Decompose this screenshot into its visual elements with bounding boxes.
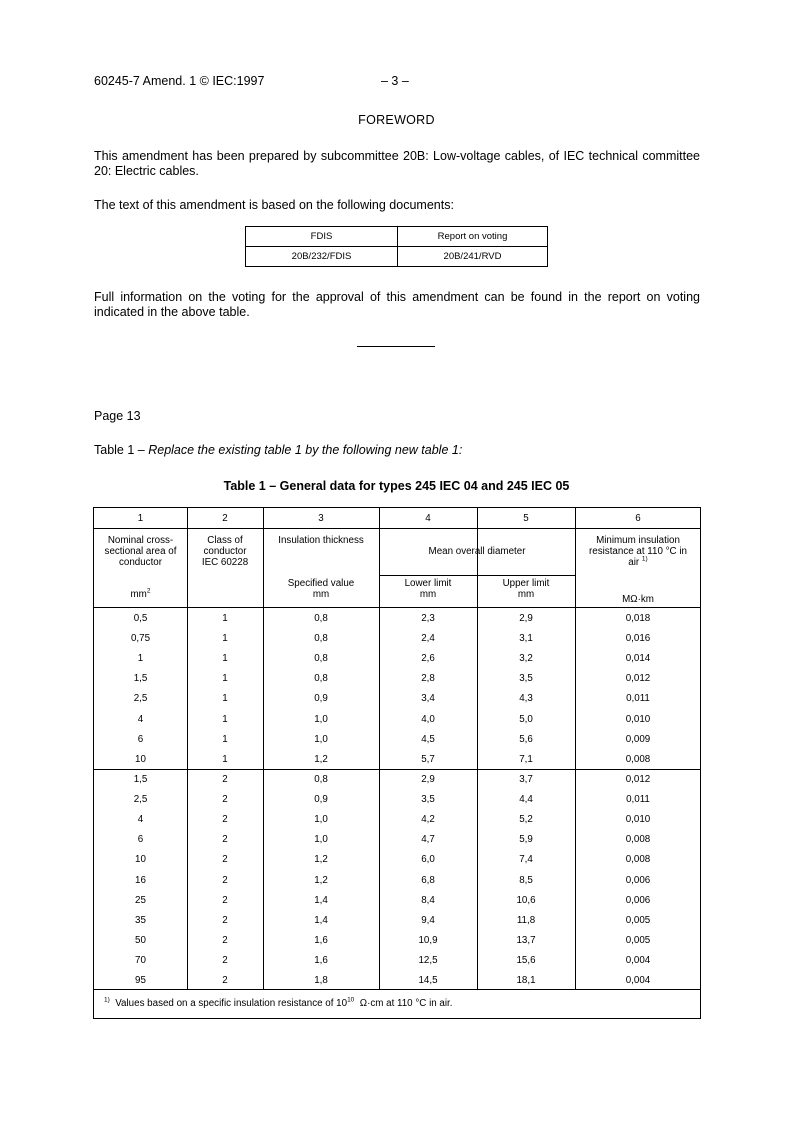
table-row — [94, 830, 700, 850]
table-row — [94, 750, 700, 770]
cell-class: 1 — [222, 653, 228, 665]
cell-area: 95 — [135, 975, 146, 986]
header-upper-unit: mm — [517, 589, 535, 600]
cell-area: 4 — [137, 713, 144, 725]
cell-upper: 3,7 — [519, 774, 533, 785]
cell-insulation: 0,8 — [314, 653, 328, 665]
cell-upper: 2,9 — [519, 613, 533, 624]
cell-upper: 5,9 — [519, 834, 533, 846]
cell-class: 2 — [222, 794, 228, 806]
table-row — [94, 931, 700, 951]
cell-insulation: 1,6 — [314, 934, 328, 946]
page-number: – 3 – — [381, 74, 409, 88]
header-resistance-unit: MΩ·km — [622, 594, 654, 605]
cell-insulation: 0,8 — [314, 633, 328, 645]
cell-insulation: 1,0 — [314, 834, 328, 846]
cell-class: 2 — [222, 854, 228, 866]
cell-resistance: 0,006 — [625, 874, 651, 886]
table-row — [94, 730, 700, 750]
diameter-sub-divider — [379, 575, 575, 576]
cell-area: 50 — [135, 934, 146, 946]
cell-resistance: 0,018 — [625, 613, 651, 624]
cell-class: 2 — [222, 914, 228, 926]
header-insulation-thickness: Insulation thickness — [278, 535, 364, 546]
cell-upper: 5,6 — [519, 733, 533, 745]
cell-class: 2 — [222, 894, 228, 906]
cell-insulation: 0,8 — [314, 613, 328, 624]
cell-class: 2 — [222, 975, 228, 986]
cell-lower: 2,3 — [421, 613, 435, 624]
cell-class: 2 — [222, 934, 228, 946]
cell-area: 2,5 — [133, 693, 148, 705]
table-instruction — [94, 443, 462, 457]
cell-upper: 4,3 — [519, 693, 533, 705]
table-instruction-text: Replace the existing table 1 by the following new table 1: — [148, 443, 463, 457]
cell-class: 2 — [222, 874, 228, 886]
cell-class: 1 — [222, 693, 228, 705]
cell-resistance: 0,004 — [625, 954, 651, 966]
cell-area: 16 — [135, 874, 146, 886]
cell-upper: 5,0 — [519, 713, 533, 725]
cell-area: 4 — [137, 814, 144, 826]
document-reference: 60245-7 Amend. 1 © IEC:1997 — [94, 74, 265, 88]
cell-upper: 3,5 — [519, 673, 533, 685]
cell-lower: 4,2 — [421, 814, 435, 826]
general-data-table — [93, 507, 701, 1019]
header-lower-unit: mm — [419, 589, 437, 600]
cell-resistance: 0,006 — [625, 894, 651, 906]
footnote-text-end: Ω·cm at 110 °C in air. — [359, 998, 453, 1009]
cell-resistance: 0,010 — [625, 814, 651, 826]
cell-class: 1 — [222, 733, 228, 745]
cell-class: 1 — [222, 613, 228, 624]
cell-class: 1 — [222, 753, 228, 765]
cell-lower: 6,8 — [421, 874, 435, 886]
table-footnote — [104, 998, 452, 1009]
row-divider — [94, 528, 700, 529]
cell-insulation: 1,2 — [314, 874, 328, 886]
cell-lower: 3,4 — [421, 693, 435, 705]
table-row — [94, 971, 700, 991]
cell-area: 70 — [135, 954, 146, 966]
table-row — [94, 871, 700, 891]
cell-lower: 5,7 — [421, 753, 435, 765]
header-conductor-class: Class of conductor IEC 60228 — [201, 535, 249, 568]
cell-upper: 3,2 — [519, 653, 533, 665]
cell-resistance: 0,011 — [626, 693, 650, 705]
cell-resistance: 0,008 — [625, 834, 651, 846]
voting-cell-report: 20B/241/RVD — [398, 247, 548, 267]
paragraph-based-on: The text of this amendment is based on the following documents: — [94, 198, 454, 212]
cell-lower: 4,5 — [421, 733, 435, 745]
cell-resistance: 0,011 — [626, 794, 650, 806]
cell-insulation: 1,4 — [314, 894, 328, 906]
col-number-4: 4 — [425, 513, 431, 524]
cell-class: 2 — [222, 774, 228, 785]
cell-upper: 3,1 — [519, 633, 533, 645]
cell-area: 6 — [137, 733, 144, 745]
cell-upper: 5,2 — [519, 814, 533, 826]
cell-insulation: 1,8 — [314, 975, 328, 986]
paragraph-prepared-by: This amendment has been prepared by subcommittee 20B: Low-voltage cables, of IEC technical committee 20: Electric cables. — [94, 149, 700, 178]
cell-insulation: 1,0 — [314, 814, 328, 826]
row-divider — [94, 607, 700, 608]
cell-resistance: 0,016 — [625, 633, 651, 645]
voting-table-row — [246, 247, 548, 267]
cell-area: 1,5 — [133, 673, 148, 685]
voting-table-header-row — [246, 227, 548, 247]
table-row — [94, 710, 700, 730]
table-row — [94, 649, 700, 669]
cell-lower: 4,0 — [421, 713, 435, 725]
page-reference: Page 13 — [94, 409, 141, 423]
unit-squared: 2 — [146, 587, 151, 595]
separator-line — [357, 346, 435, 347]
cell-resistance: 0,005 — [625, 934, 651, 946]
col-number-6: 6 — [635, 513, 641, 524]
table-row — [94, 911, 700, 931]
cell-resistance: 0,008 — [625, 753, 651, 765]
cell-insulation: 0,8 — [314, 774, 328, 785]
col-number-2: 2 — [222, 513, 228, 524]
header-specified-value: Specified value — [287, 578, 355, 589]
cell-class: 2 — [222, 834, 228, 846]
cell-area: 0,5 — [133, 613, 148, 624]
cell-lower: 2,8 — [421, 673, 435, 685]
cell-class: 2 — [222, 814, 228, 826]
header-cross-section-unit — [94, 589, 187, 600]
cell-lower: 8,4 — [421, 894, 435, 906]
cell-upper: 8,5 — [519, 874, 533, 886]
cell-upper: 18,1 — [516, 975, 536, 986]
table-title: Table 1 – General data for types 245 IEC 04 and 245 IEC 05 — [223, 479, 570, 493]
cell-resistance: 0,008 — [625, 854, 651, 866]
header-insulation-resistance — [582, 535, 694, 568]
cell-lower: 2,9 — [421, 774, 435, 785]
cell-insulation: 1,6 — [314, 954, 328, 966]
unit-mm: mm — [130, 589, 147, 600]
col-number-5: 5 — [523, 513, 529, 524]
footnote-ref: 1) — [641, 555, 648, 563]
cell-lower: 4,7 — [421, 834, 435, 846]
cell-insulation: 1,2 — [314, 854, 328, 866]
cell-class: 2 — [222, 954, 228, 966]
cell-area: 1 — [137, 653, 144, 665]
cell-lower: 2,6 — [421, 653, 435, 665]
table-row — [94, 689, 700, 709]
header-insulation-unit: mm — [312, 589, 330, 600]
foreword-heading: FOREWORD — [358, 113, 435, 127]
header-cross-section: Nominal cross-sectional area of conductor — [104, 535, 177, 568]
table-instruction-prefix: Table 1 – — [94, 443, 149, 457]
header-resistance-text: Minimum insulation resistance at 110 °C in air — [589, 535, 687, 568]
cell-resistance: 0,012 — [625, 673, 651, 685]
cell-insulation: 1,4 — [314, 914, 328, 926]
table-row — [94, 850, 700, 870]
cell-area: 25 — [135, 894, 146, 906]
cell-lower: 12,5 — [418, 954, 438, 966]
table-row — [94, 951, 700, 971]
cell-upper: 7,1 — [519, 753, 533, 765]
table-row — [94, 669, 700, 689]
cell-area: 2,5 — [133, 794, 148, 806]
cell-upper: 11,8 — [516, 914, 536, 926]
cell-insulation: 0,8 — [314, 673, 328, 685]
voting-documents-table — [245, 226, 548, 267]
cell-resistance: 0,010 — [625, 713, 651, 725]
cell-upper: 13,7 — [516, 934, 536, 946]
col-number-1: 1 — [137, 513, 144, 524]
cell-resistance: 0,004 — [625, 975, 651, 986]
cell-class: 1 — [222, 713, 228, 725]
cell-resistance: 0,005 — [625, 914, 651, 926]
cell-area: 10 — [135, 753, 146, 765]
cell-class: 1 — [222, 633, 228, 645]
cell-area: 6 — [137, 834, 144, 846]
table-row — [94, 609, 700, 629]
cell-insulation: 0,9 — [314, 794, 328, 806]
voting-header-report: Report on voting — [398, 227, 548, 247]
cell-lower: 10,9 — [418, 934, 438, 946]
table-row — [94, 629, 700, 649]
cell-resistance: 0,012 — [625, 774, 651, 785]
footnote-marker: 1) — [104, 996, 110, 1004]
table-row — [94, 891, 700, 911]
voting-header-fdis: FDIS — [246, 227, 398, 247]
voting-cell-fdis: 20B/232/FDIS — [246, 247, 398, 267]
cell-class: 1 — [222, 673, 228, 685]
cell-upper: 7,4 — [519, 854, 533, 866]
col-number-3: 3 — [318, 513, 324, 524]
table-row — [94, 790, 700, 810]
footnote-text: Values based on a specific insulation resistance of 10 — [115, 998, 348, 1009]
cell-area: 0,75 — [130, 633, 151, 645]
cell-area: 10 — [135, 854, 146, 866]
cell-lower: 3,5 — [421, 794, 435, 806]
paragraph-voting-info: Full information on the voting for the approval of this amendment can be found in the report on voting indicated in the above table. — [94, 290, 700, 319]
cell-upper: 4,4 — [519, 794, 533, 806]
table-row — [94, 770, 700, 790]
cell-lower: 2,4 — [421, 633, 435, 645]
footnote-exponent: 10 — [347, 996, 355, 1004]
cell-resistance: 0,009 — [625, 733, 651, 745]
cell-insulation: 1,0 — [314, 733, 328, 745]
cell-lower: 14,5 — [418, 975, 438, 986]
cell-lower: 6,0 — [421, 854, 435, 866]
cell-lower: 9,4 — [421, 914, 435, 926]
cell-resistance: 0,014 — [625, 653, 651, 665]
cell-insulation: 0,9 — [314, 693, 328, 705]
header-mean-diameter: Mean overall diameter — [428, 546, 526, 557]
table-row — [94, 810, 700, 830]
cell-area: 1,5 — [133, 774, 148, 785]
header-lower-limit: Lower limit — [404, 578, 452, 589]
cell-area: 35 — [135, 914, 146, 926]
cell-upper: 15,6 — [516, 954, 536, 966]
header-upper-limit: Upper limit — [502, 578, 550, 589]
cell-insulation: 1,2 — [314, 753, 328, 765]
cell-insulation: 1,0 — [314, 713, 328, 725]
cell-upper: 10,6 — [516, 894, 536, 906]
